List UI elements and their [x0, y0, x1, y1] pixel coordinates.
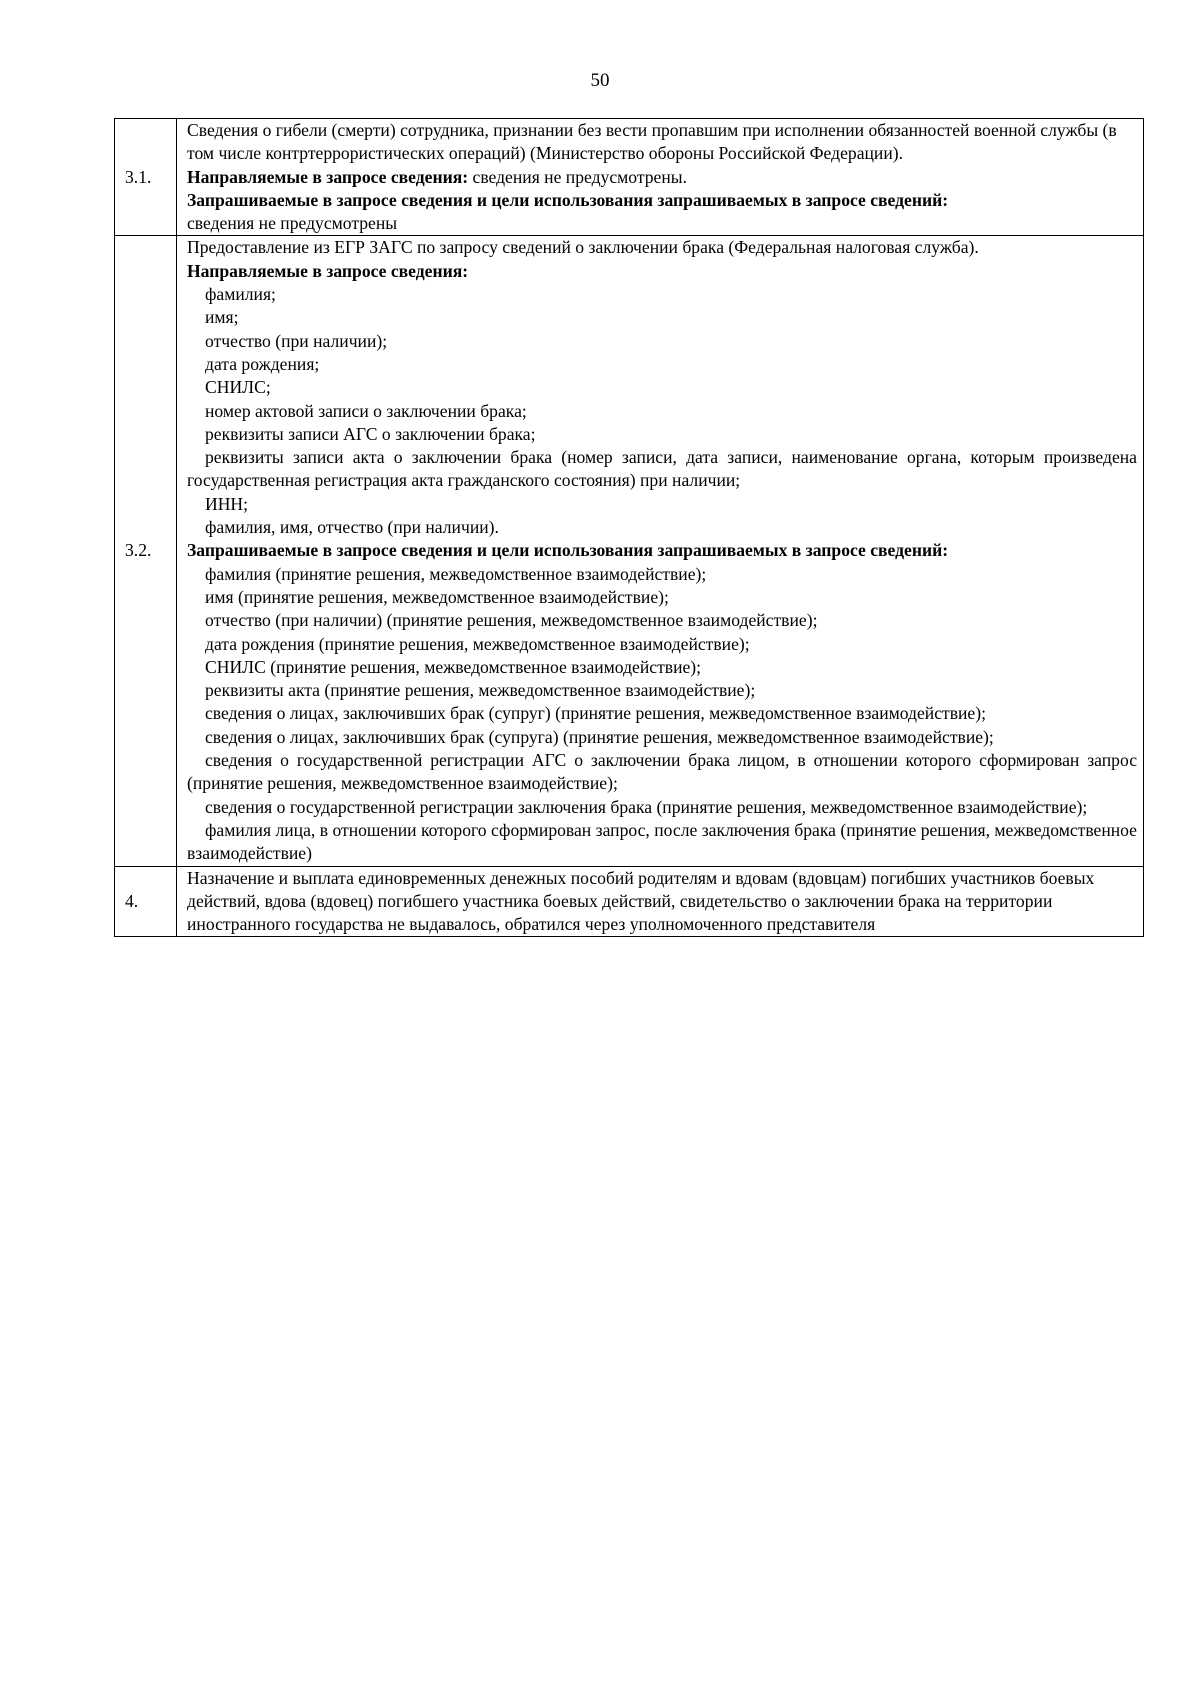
row-content — [177, 866, 1144, 937]
page-number: 50 — [590, 70, 610, 91]
sent-data-heading: Направляемые в запросе сведения: — [187, 166, 469, 187]
sent-data-heading: Направляемые в запросе сведения: — [187, 260, 469, 281]
list-item: фамилия (принятие решения, межведомственное взаимодействие); — [205, 563, 707, 584]
list-item: отчество (при наличии); — [205, 330, 388, 351]
sent-data-text: сведения не предусмотрены. — [468, 166, 687, 187]
row-number: 3.1. — [115, 119, 177, 236]
list-item: дата рождения (принятие решения, межведомственное взаимодействие); — [205, 633, 750, 654]
service-description: Сведения о гибели (смерти) сотрудника, признании без вести пропавшим при исполнении обязанностей военной службы (в том числе контртеррористических операций) (Министерство обороны Российской Федерации). — [187, 120, 1117, 164]
list-item: фамилия, имя, отчество (при наличии). — [205, 517, 499, 538]
table-row — [115, 119, 1144, 236]
list-item: сведения о государственной регистрации АГС о заключении брака лицом, в отношении которого сформирован запрос (принятие решения, межведомственное взаимодействие); — [187, 750, 1137, 794]
requested-data-text: сведения не предусмотрены — [187, 213, 398, 234]
list-item: фамилия; — [205, 284, 276, 305]
list-item: сведения о лицах, заключивших брак (супруга) (принятие решения, межведомственное взаимодействие); — [205, 726, 994, 747]
table-row — [115, 866, 1144, 937]
row-number: 4. — [115, 866, 177, 937]
row-content — [177, 119, 1144, 236]
row-number: 3.2. — [115, 236, 177, 866]
list-item: имя; — [205, 307, 239, 328]
list-item: сведения о государственной регистрации заключения брака (принятие решения, межведомственное взаимодействие); — [205, 796, 1088, 817]
table-row — [115, 236, 1144, 866]
list-item: сведения о лицах, заключивших брак (супруг) (принятие решения, межведомственное взаимодействие); — [205, 703, 986, 724]
list-item: отчество (при наличии) (принятие решения, межведомственное взаимодействие); — [205, 610, 818, 631]
list-item: реквизиты записи акта о заключении брака (номер записи, дата записи, наименование органа, которым произведена государственная регистрация акта гражданского состояния) при наличии; — [187, 447, 1137, 491]
service-description: Назначение и выплата единовременных денежных пособий родителям и вдовам (вдовцам) погибших участников боевых действий, вдова (вдовец) погибшего участника боевых действий, свидетельство о заключении брака на территории иностранного государства не выдавалось, обратился через уполномоченного представителя — [187, 867, 1095, 935]
requested-data-heading: Запрашиваемые в запросе сведения и цели использования запрашиваемых в запросе сведений: — [187, 189, 949, 210]
services-table — [114, 118, 1144, 937]
list-item: дата рождения; — [205, 353, 320, 374]
list-item: фамилия лица, в отношении которого сформирован запрос, после заключения брака (принятие решения, межведомственное взаимодействие) — [187, 819, 1137, 864]
list-item: реквизиты акта (принятие решения, межведомственное взаимодействие); — [205, 680, 756, 701]
service-description: Предоставление из ЕГР ЗАГС по запросу сведений о заключении брака (Федеральная налоговая служба). — [187, 237, 979, 258]
list-item: СНИЛС (принятие решения, межведомственное взаимодействие); — [205, 656, 702, 677]
list-item: номер актовой записи о заключении брака; — [205, 400, 527, 421]
list-item: СНИЛС; — [205, 377, 271, 398]
requested-data-heading: Запрашиваемые в запросе сведения и цели использования запрашиваемых в запросе сведений: — [187, 540, 949, 561]
list-item: имя (принятие решения, межведомственное взаимодействие); — [205, 586, 669, 607]
list-item: ИНН; — [205, 493, 249, 514]
list-item: реквизиты записи АГС о заключении брака; — [205, 423, 536, 444]
row-content — [177, 236, 1144, 866]
sent-data-line — [187, 166, 1137, 189]
